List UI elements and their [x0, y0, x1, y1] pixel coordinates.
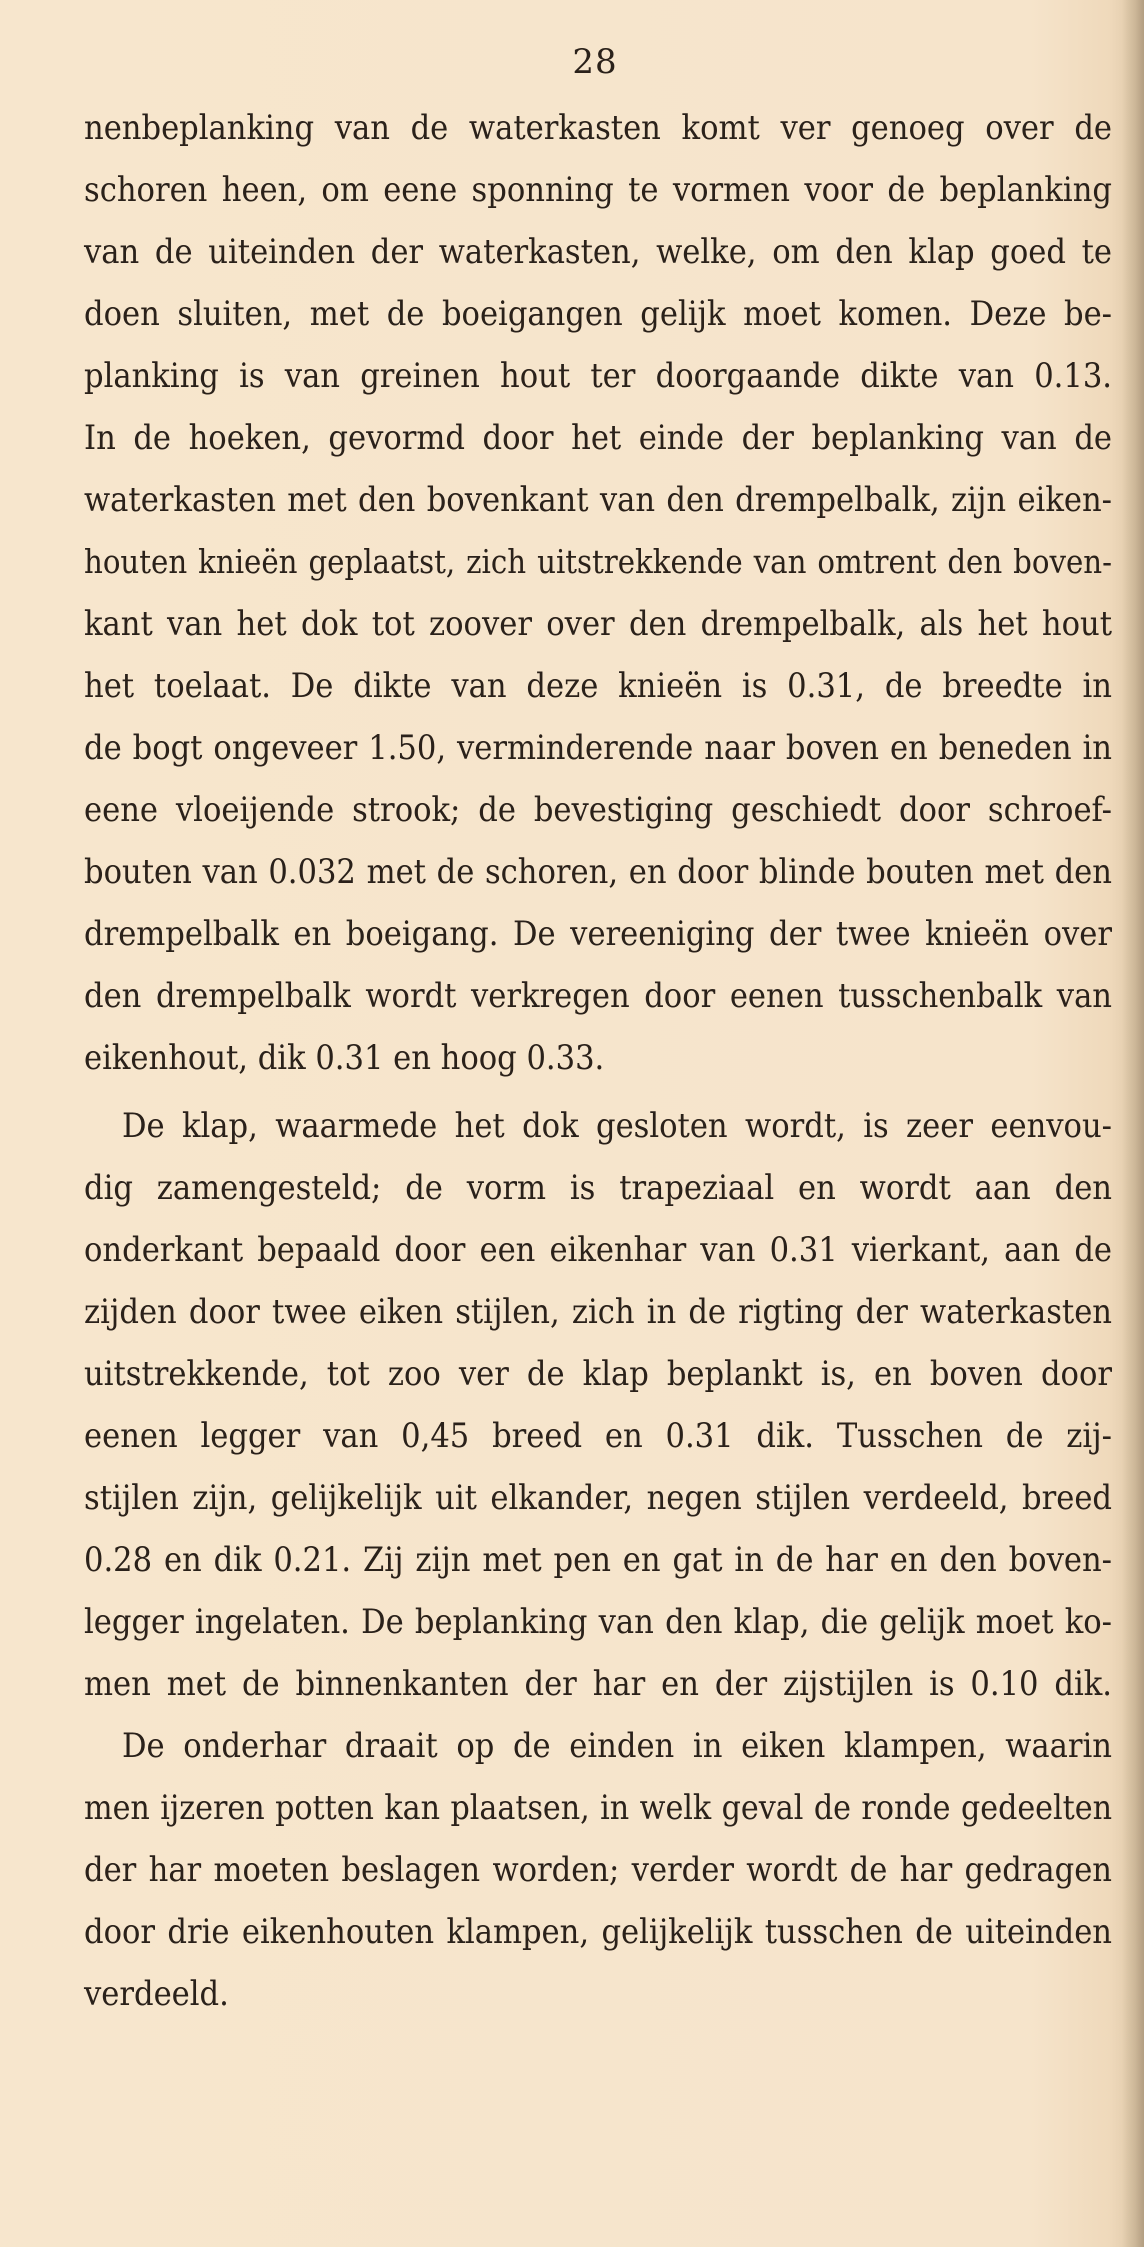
text-line: dig zamengesteld; de vorm is trapeziaal en wordt aan den	[84, 1168, 1112, 1208]
text-line: kant van het dok tot zoover over den drempelbalk, als het hout	[84, 604, 1112, 644]
text-line: stijlen zijn, gelijkelijk uit elkander, negen stijlen verdeeld, breed	[84, 1478, 1112, 1518]
text-line: planking is van greinen hout ter doorgaande dikte van 0.13.	[84, 356, 1112, 396]
text-line: de bogt ongeveer 1.50, verminderende naar boven en beneden in	[84, 728, 1112, 768]
text-line: den drempelbalk wordt verkregen door eenen tusschenbalk van	[84, 976, 1112, 1016]
text-line: nenbeplanking van de waterkasten komt ver genoeg over de	[84, 108, 1112, 148]
page-number: 28	[572, 42, 618, 82]
text-line: men ijzeren potten kan plaatsen, in welk geval de ronde gedeelten	[84, 1788, 1112, 1827]
text-line: door drie eikenhouten klampen, gelijkelijk tusschen de uiteinden	[84, 1912, 1112, 1952]
text-line: eikenhout, dik 0.31 en hoog 0.33.	[84, 1038, 605, 1078]
text-line: men met de binnenkanten der har en der zijstijlen is 0.10 dik.	[84, 1664, 1112, 1704]
text-line: doen sluiten, met de boeigangen gelijk moet komen. Deze be-	[84, 294, 1112, 334]
text-line: De onderhar draait op de einden in eiken klampen, waarin	[122, 1726, 1112, 1766]
text-line: In de hoeken, gevormd door het einde der beplanking van de	[84, 418, 1112, 458]
text-line: schoren heen, om eene sponning te vormen voor de beplanking	[84, 170, 1112, 210]
text-line: zijden door twee eiken stijlen, zich in de rigting der waterkasten	[84, 1292, 1112, 1332]
text-line: eenen legger van 0,45 breed en 0.31 dik. Tusschen de zij-	[84, 1416, 1112, 1456]
text-line: verdeeld.	[84, 1974, 229, 2014]
text-line: drempelbalk en boeigang. De vereeniging der twee knieën over	[84, 914, 1112, 954]
text-line: het toelaat. De dikte van deze knieën is 0.31, de breedte in	[84, 666, 1112, 706]
text-line: 0.28 en dik 0.21. Zij zijn met pen en gat in de har en den boven-	[84, 1540, 1112, 1580]
page-edge-shadow	[1122, 0, 1144, 2247]
text-line: waterkasten met den bovenkant van den drempelbalk, zijn eiken-	[84, 480, 1112, 520]
text-line: onderkant bepaald door een eikenhar van 0.31 vierkant, aan de	[84, 1230, 1112, 1270]
text-line: legger ingelaten. De beplanking van den klap, die gelijk moet ko-	[84, 1602, 1112, 1642]
text-line: houten knieën geplaatst, zich uitstrekkende van omtrent den boven-	[84, 543, 1112, 581]
text-line: van de uiteinden der waterkasten, welke, om den klap goed te	[84, 232, 1112, 272]
text-line: eene vloeijende strook; de bevestiging geschiedt door schroef-	[84, 790, 1112, 830]
text-line: der har moeten beslagen worden; verder wordt de har gedragen	[84, 1850, 1112, 1890]
body-text	[84, 97, 1112, 2025]
text-line: De klap, waarmede het dok gesloten wordt, is zeer eenvou-	[122, 1106, 1112, 1146]
text-line: uitstrekkende, tot zoo ver de klap beplankt is, en boven door	[84, 1354, 1112, 1394]
text-line: bouten van 0.032 met de schoren, en door blinde bouten met den	[84, 852, 1112, 892]
